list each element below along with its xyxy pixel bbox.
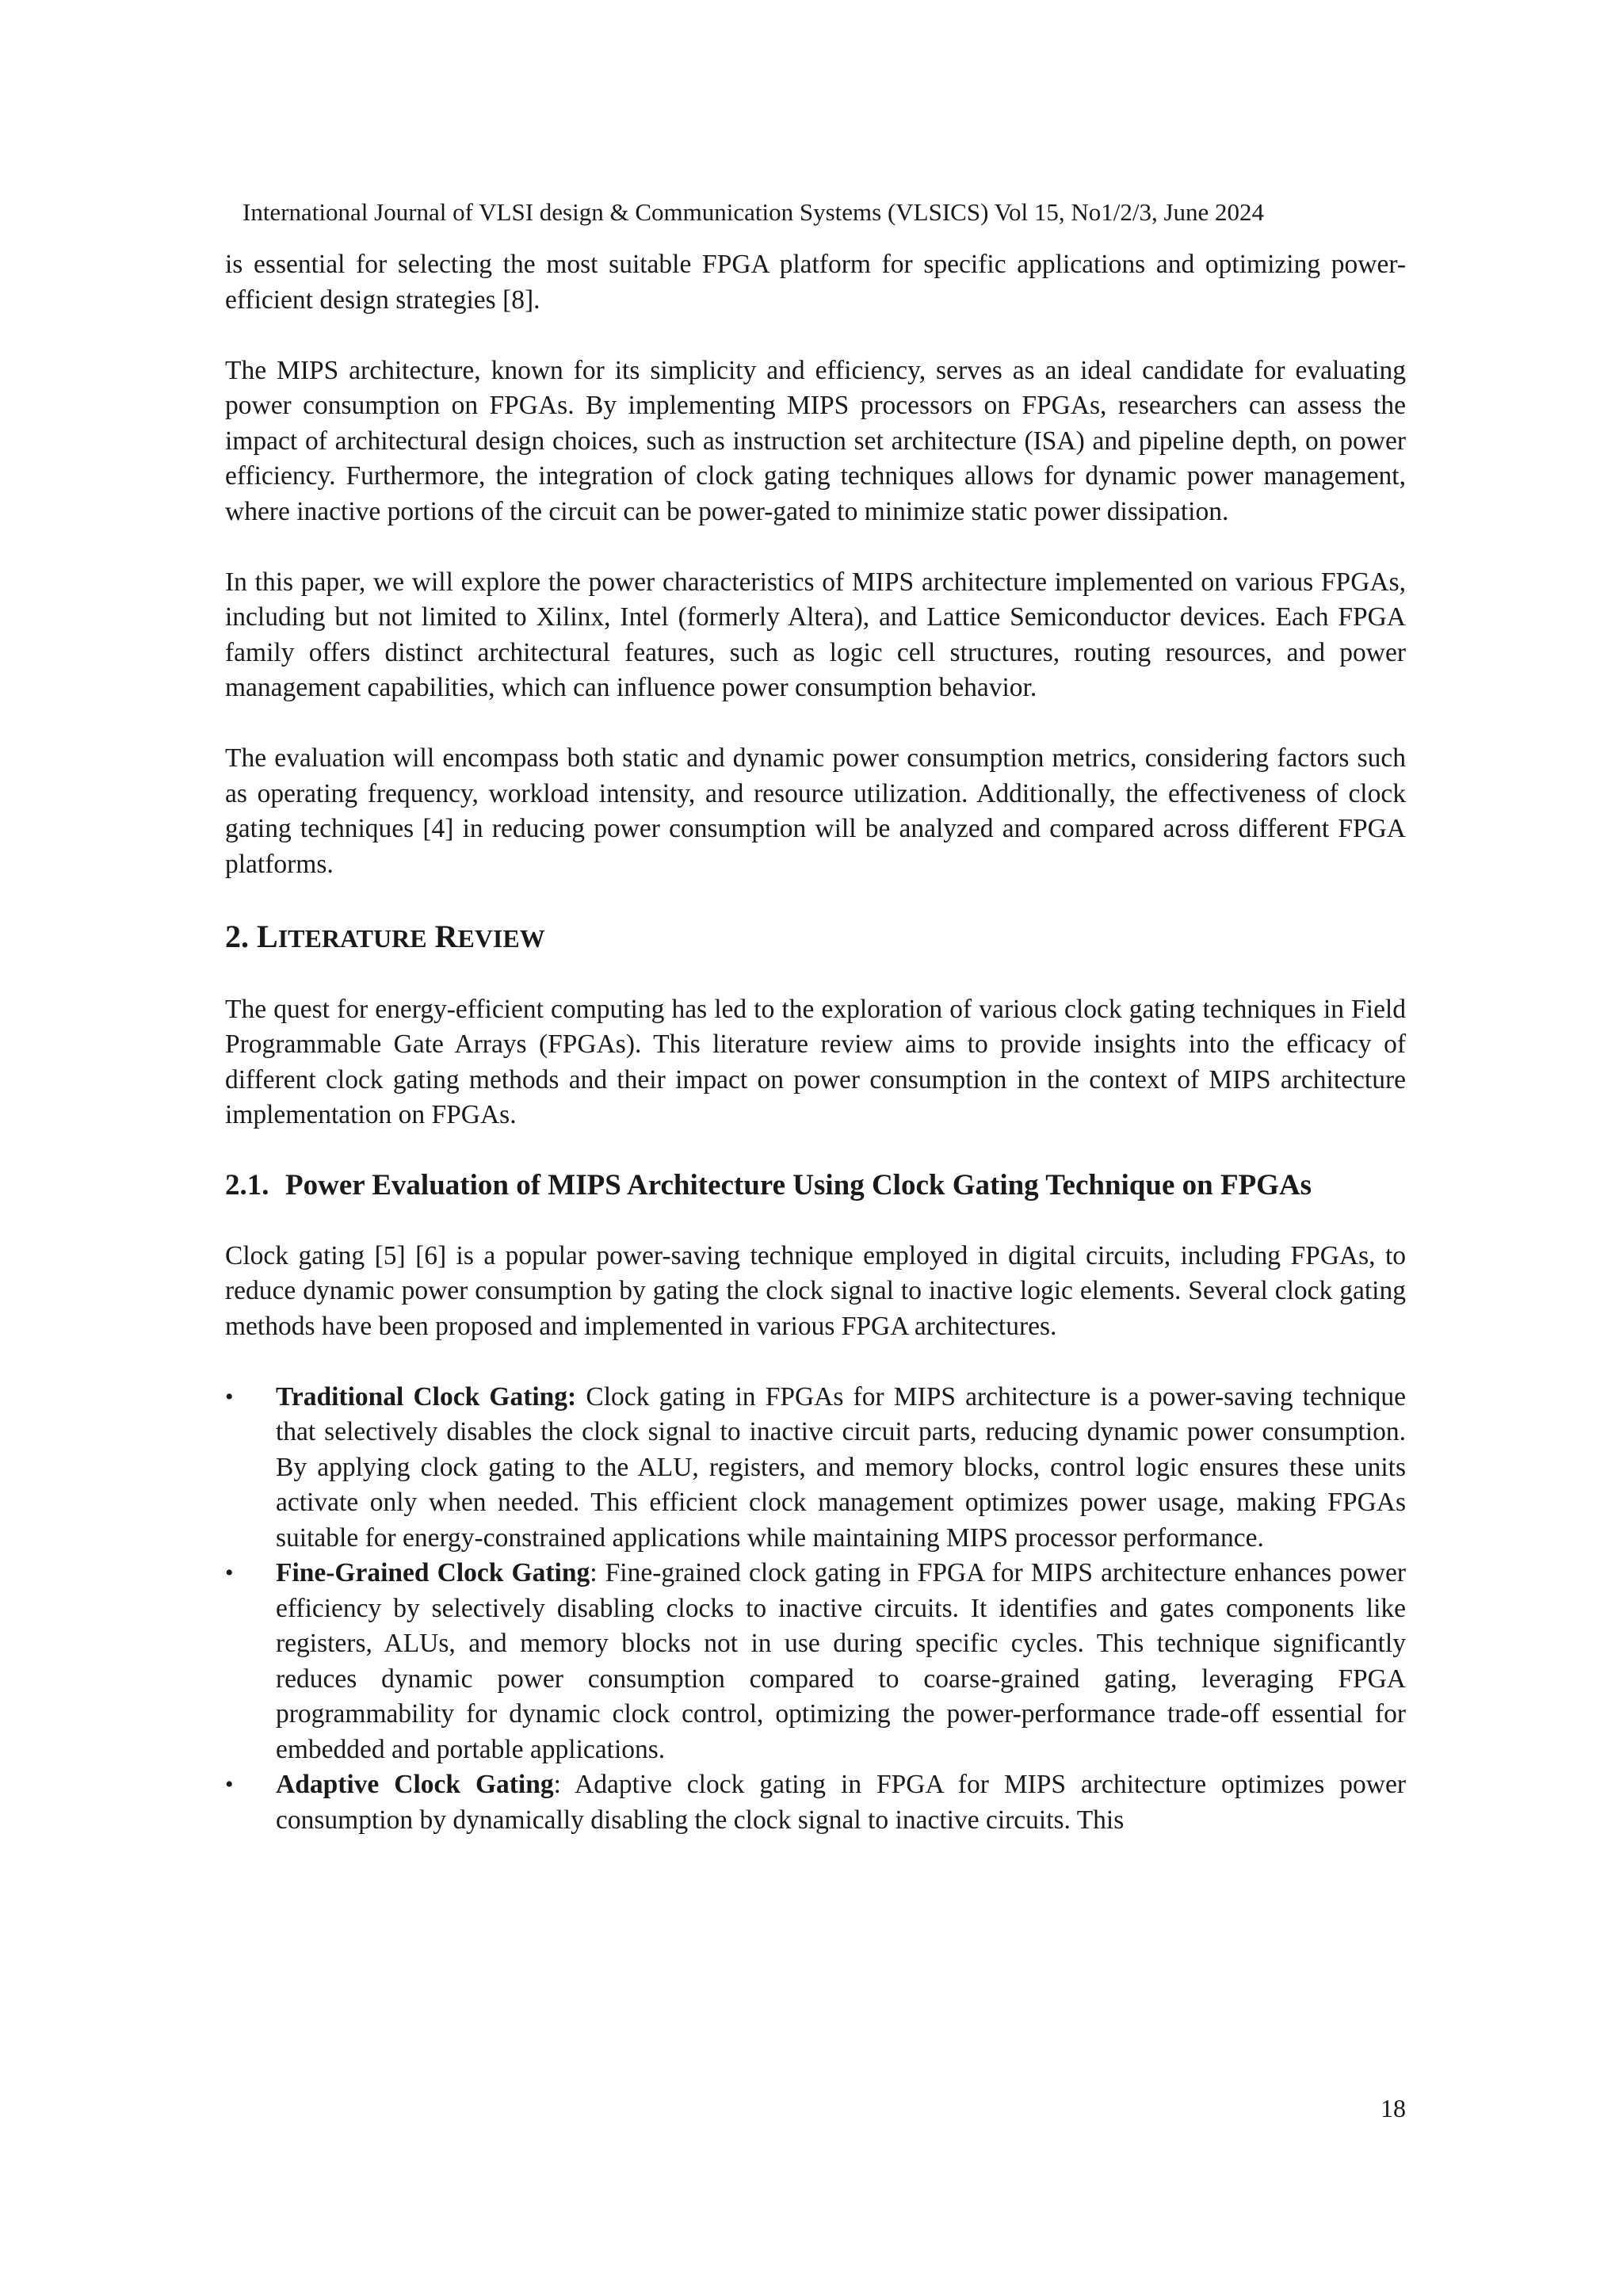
paragraph-continued: is essential for selecting the most suitable FPGA platform for specific applications and optimizing power-efficient design strategies [8]. [225, 250, 1406, 315]
list-item-lead: Traditional Clock Gating: [276, 1381, 577, 1412]
list-item-text: : Fine-grained clock gating in FPGA for MIPS architecture enhances power efficiency by selectively disabling clocks to inactive circuits. It identifies and gates components like registers, ALUs, and memory blocks not in use during specific cycles. This technique significantly reduces dynamic power consumption compared to coarse-grained gating, leveraging FPGA programmability for dynamic clock control, optimizing the power-performance trade-off essential for embedded and portable applications. [276, 1558, 1406, 1764]
list-item-text: Clock gating in FPGAs for MIPS architecture is a power-saving technique that selectively disables the clock signal to inactive circuit parts, reducing dynamic power consumption. By applying clock gating to the ALU, registers, and memory blocks, control logic ensures these units activate only when needed. This efficient clock management optimizes power usage, making FPGAs suitable for energy-constrained applications while maintaining MIPS processor performance. [276, 1381, 1406, 1553]
page-number: 18 [1381, 2094, 1406, 2122]
clock-gating-methods-list [225, 1380, 1406, 1839]
section-heading-literature-review [225, 918, 1406, 957]
page-body [225, 247, 1406, 1838]
paragraph-literature-intro: The quest for energy-efficient computing has led to the exploration of various clock gating techniques in Field Programmable Gate Arrays (FPGAs). This literature review aims to provide insights into the efficacy of different clock gating methods and their impact on power consumption in the context of MIPS architecture implementation on FPGAs. [225, 994, 1406, 1129]
running-header: International Journal of VLSI design & Communication Systems (VLSICS) Vol 15, No1/2/3, June 2024 [242, 198, 1265, 226]
bullet-icon: • [225, 1383, 234, 1410]
list-item-text: : Adaptive clock gating in FPGA for MIPS architecture optimizes power consumption by dynamically disabling the clock signal to inactive circuits. This [276, 1770, 1406, 1835]
paragraph-clock-gating-intro: Clock gating [5] [6] is a popular power-saving technique employed in digital circuits, including FPGAs, to reduce dynamic power consumption by gating the clock signal to inactive logic elements. Several clock gating methods have been proposed and implemented in various FPGA architectures. [225, 1240, 1406, 1341]
section-number: 2. [225, 918, 249, 954]
subsection-number: 2.1. [225, 1169, 269, 1201]
list-item-lead: Adaptive Clock Gating [276, 1770, 554, 1799]
section-title-part: R [434, 918, 458, 954]
section-title-part: EVIEW [457, 923, 545, 953]
list-item [225, 1556, 1406, 1767]
bullet-icon: • [225, 1560, 234, 1586]
bullet-icon: • [225, 1771, 234, 1797]
section-title-part: L [257, 918, 278, 954]
list-item [225, 1767, 1406, 1838]
paragraph-mips-architecture: The MIPS architecture, known for its simplicity and efficiency, serves as an ideal candidate for evaluating power consumption on FPGAs. By implementing MIPS processors on FPGAs, researchers can assess the impact of architectural design choices, such as instruction set architecture (ISA) and pipeline depth, on power efficiency. Furthermore, the integration of clock gating techniques allows for dynamic power management, where inactive portions of the circuit can be power-gated to minimize static power dissipation. [225, 355, 1406, 526]
subsection-heading-power-evaluation [225, 1168, 1406, 1204]
list-item-lead: Fine-Grained Clock Gating [276, 1558, 590, 1587]
paragraph-paper-scope: In this paper, we will explore the power characteristics of MIPS architecture implemented on various FPGAs, including but not limited to Xilinx, Intel (formerly Altera), and Lattice Semiconductor devices. Each FPGA family offers distinct architectural features, such as logic cell structures, routing resources, and power management capabilities, which can influence power consumption behavior. [225, 567, 1406, 702]
list-item [225, 1380, 1406, 1557]
paragraph-evaluation: The evaluation will encompass both static and dynamic power consumption metrics, considering factors such as operating frequency, workload intensity, and resource utilization. Additionally, the effectiveness of clock gating techniques [4] in reducing power consumption will be analyzed and compared across different FPGA platforms. [225, 743, 1406, 879]
section-title-part: ITERATURE [277, 923, 427, 953]
subsection-title: Power Evaluation of MIPS Architecture Using Clock Gating Technique on FPGAs [285, 1169, 1312, 1201]
